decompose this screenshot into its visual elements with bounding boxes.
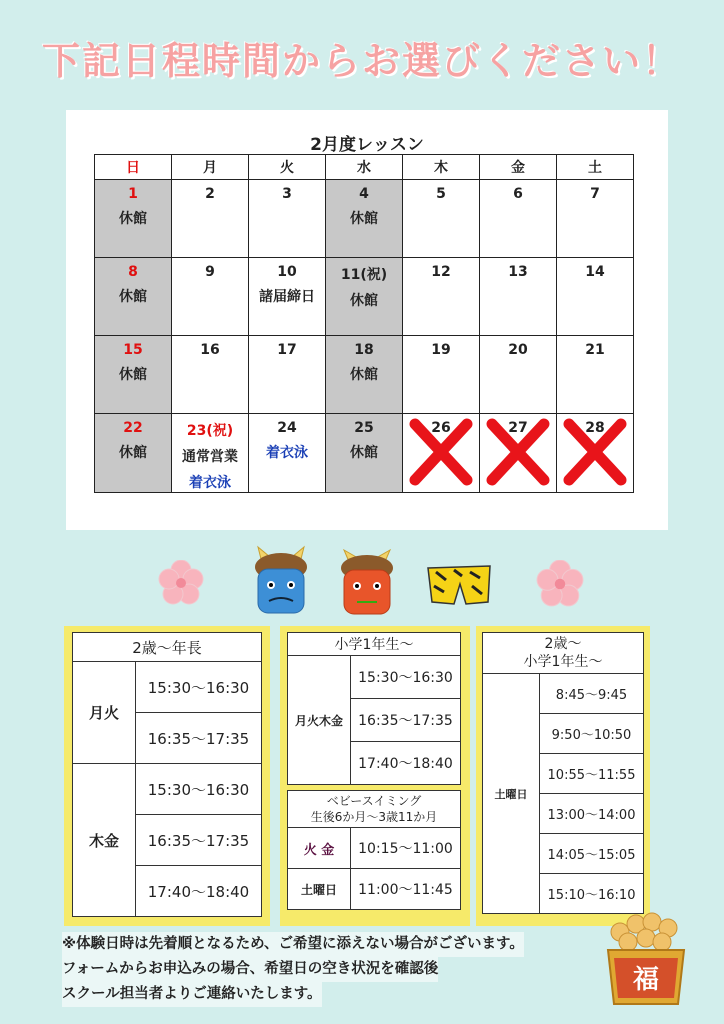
day-number: 27 [508, 420, 528, 436]
day-number: 17 [277, 342, 297, 358]
schedule-time: 14:05～15:05 [540, 834, 644, 874]
day-number: 15 [123, 342, 143, 358]
fuku-bean-box-icon [600, 910, 692, 1008]
day-number: 5 [436, 186, 446, 202]
calendar-day-cell [480, 180, 557, 258]
schedule-time: 10:15～11:00 [351, 828, 461, 869]
schedule-day: 月火木金 [288, 656, 351, 785]
schedule-time: 15:30～16:30 [136, 662, 262, 713]
calendar-title: 2月度レッスン [310, 135, 424, 155]
day-number: 24 [277, 420, 297, 436]
schedule-time: 16:35～17:35 [136, 713, 262, 764]
calendar-day-cell [249, 258, 326, 336]
schedule-table-kids [72, 632, 262, 917]
schedule-time: 16:35～17:35 [351, 699, 461, 742]
schedule-time: 15:30～16:30 [136, 764, 262, 815]
calendar-day-cell [480, 336, 557, 414]
calendar-day-cell [326, 180, 403, 258]
day-note: 休館 [119, 289, 147, 305]
plum-blossom-icon [536, 560, 584, 608]
day-number: 21 [585, 342, 605, 358]
day-number: 23(祝) [186, 423, 234, 439]
day-note: 休館 [350, 367, 378, 383]
day-number: 7 [590, 186, 600, 202]
day-number: 10 [277, 264, 297, 280]
day-number: 8 [128, 264, 138, 280]
plum-blossom-icon [158, 560, 204, 606]
day-note: 休館 [350, 293, 378, 309]
day-number: 13 [508, 264, 528, 280]
day-number: 22 [123, 420, 143, 436]
schedule-day: 木金 [73, 764, 136, 917]
weekday-header: 月 [172, 155, 249, 180]
closed-x-icon [484, 414, 552, 491]
header-line2: 小学1年生～ [523, 654, 603, 670]
calendar-day-cell [326, 258, 403, 336]
day-number: 11(祝) [340, 267, 388, 283]
day-number: 3 [282, 186, 292, 202]
schedule-time: 8:45～9:45 [540, 674, 644, 714]
calendar-day-cell [172, 180, 249, 258]
schedule-time: 16:35～17:35 [136, 815, 262, 866]
calendar-table [94, 154, 634, 493]
calendar-day-cell [95, 336, 172, 414]
schedule-header: 小学1年生～ [288, 633, 461, 656]
day-note: 休館 [119, 445, 147, 461]
weekday-header: 火 [249, 155, 326, 180]
header-line1: 2歳～ [544, 636, 582, 652]
schedule-header: 2歳～年長 [73, 633, 262, 662]
calendar-week [95, 180, 634, 258]
calendar-day-cell [403, 336, 480, 414]
calendar-day-cell [403, 414, 480, 493]
weekday-header: 土 [557, 155, 634, 180]
day-note: 諸届締日 [259, 289, 315, 305]
calendar-day-cell [403, 180, 480, 258]
schedule-time: 15:10～16:10 [540, 874, 644, 914]
schedule-time: 13:00～14:00 [540, 794, 644, 834]
baby-header-line2: 生後6か月～3歳11か月 [310, 810, 438, 824]
calendar-day-cell [326, 414, 403, 493]
calendar-week [95, 414, 634, 493]
day-number: 12 [431, 264, 451, 280]
calendar-day-cell [95, 414, 172, 493]
calendar-day-cell [172, 414, 249, 493]
day-number: 19 [431, 342, 451, 358]
tiger-pants-icon [424, 562, 494, 606]
day-number: 20 [508, 342, 528, 358]
day-note: 休館 [350, 211, 378, 227]
schedule-time: 17:40～18:40 [136, 866, 262, 917]
calendar-day-cell [172, 258, 249, 336]
calendar-day-cell [480, 414, 557, 493]
schedule-time: 17:40～18:40 [351, 742, 461, 785]
page-title: 下記日程時間からお選びください！ [41, 39, 682, 83]
calendar-day-cell [480, 258, 557, 336]
calendar-day-cell [95, 258, 172, 336]
calendar-card [66, 110, 668, 530]
schedule-time: 15:30～16:30 [351, 656, 461, 699]
day-number: 1 [128, 186, 138, 202]
day-note: 着衣泳 [266, 445, 308, 461]
day-note: 休館 [119, 367, 147, 383]
calendar-day-cell [557, 336, 634, 414]
calendar-week [95, 258, 634, 336]
day-note: 休館 [119, 211, 147, 227]
calendar-day-cell [557, 414, 634, 493]
day-number: 4 [359, 186, 369, 202]
calendar-day-cell [403, 258, 480, 336]
notes [62, 932, 622, 1007]
weekday-header: 木 [403, 155, 480, 180]
day-number: 2 [205, 186, 215, 202]
schedule-time: 9:50～10:50 [540, 714, 644, 754]
schedule-day: 月火 [73, 662, 136, 764]
calendar-day-cell [172, 336, 249, 414]
weekday-header: 金 [480, 155, 557, 180]
day-number: 25 [354, 420, 374, 436]
schedule-day: 土曜日 [288, 869, 351, 910]
blue-oni-icon [252, 545, 310, 617]
day-number: 9 [205, 264, 215, 280]
baby-header-line1: ベビースイミング [326, 794, 422, 808]
schedule-day: 土曜日 [483, 674, 540, 914]
schedule-time: 10:55～11:55 [540, 754, 644, 794]
calendar-day-cell [249, 336, 326, 414]
schedule-time: 11:00～11:45 [351, 869, 461, 910]
day-number: 26 [431, 420, 451, 436]
closed-x-icon [561, 414, 629, 491]
schedule-table-saturday [482, 632, 644, 914]
day-note: 着衣泳 [189, 475, 231, 491]
schedule-table-baby [287, 790, 461, 910]
day-number: 14 [585, 264, 605, 280]
schedule-day: 火 金 [288, 828, 351, 869]
calendar-day-cell [326, 336, 403, 414]
day-number: 16 [200, 342, 220, 358]
schedule-table-elementary [287, 632, 461, 785]
schedule-header [288, 791, 461, 828]
day-number: 28 [585, 420, 605, 436]
calendar-week [95, 336, 634, 414]
note-line: スクール担当者よりご連絡いたします。 [62, 982, 322, 1007]
calendar-day-cell [249, 180, 326, 258]
day-number: 6 [513, 186, 523, 202]
note-line: フォームからお申込みの場合、希望日の空き状況を確認後 [62, 957, 438, 982]
weekday-header: 日 [95, 155, 172, 180]
closed-x-icon [407, 414, 475, 491]
day-note: 通常営業 [182, 449, 238, 465]
day-number: 18 [354, 342, 374, 358]
day-note: 休館 [350, 445, 378, 461]
fuku-label: 福 [632, 965, 660, 995]
weekday-header: 水 [326, 155, 403, 180]
note-line: ※体験日時は先着順となるため、ご希望に添えない場合がございます。 [62, 932, 524, 957]
schedule-header [483, 633, 644, 674]
red-oni-icon [338, 548, 396, 618]
calendar-day-cell [249, 414, 326, 493]
calendar-day-cell [557, 180, 634, 258]
calendar-day-cell [557, 258, 634, 336]
calendar-day-cell [95, 180, 172, 258]
